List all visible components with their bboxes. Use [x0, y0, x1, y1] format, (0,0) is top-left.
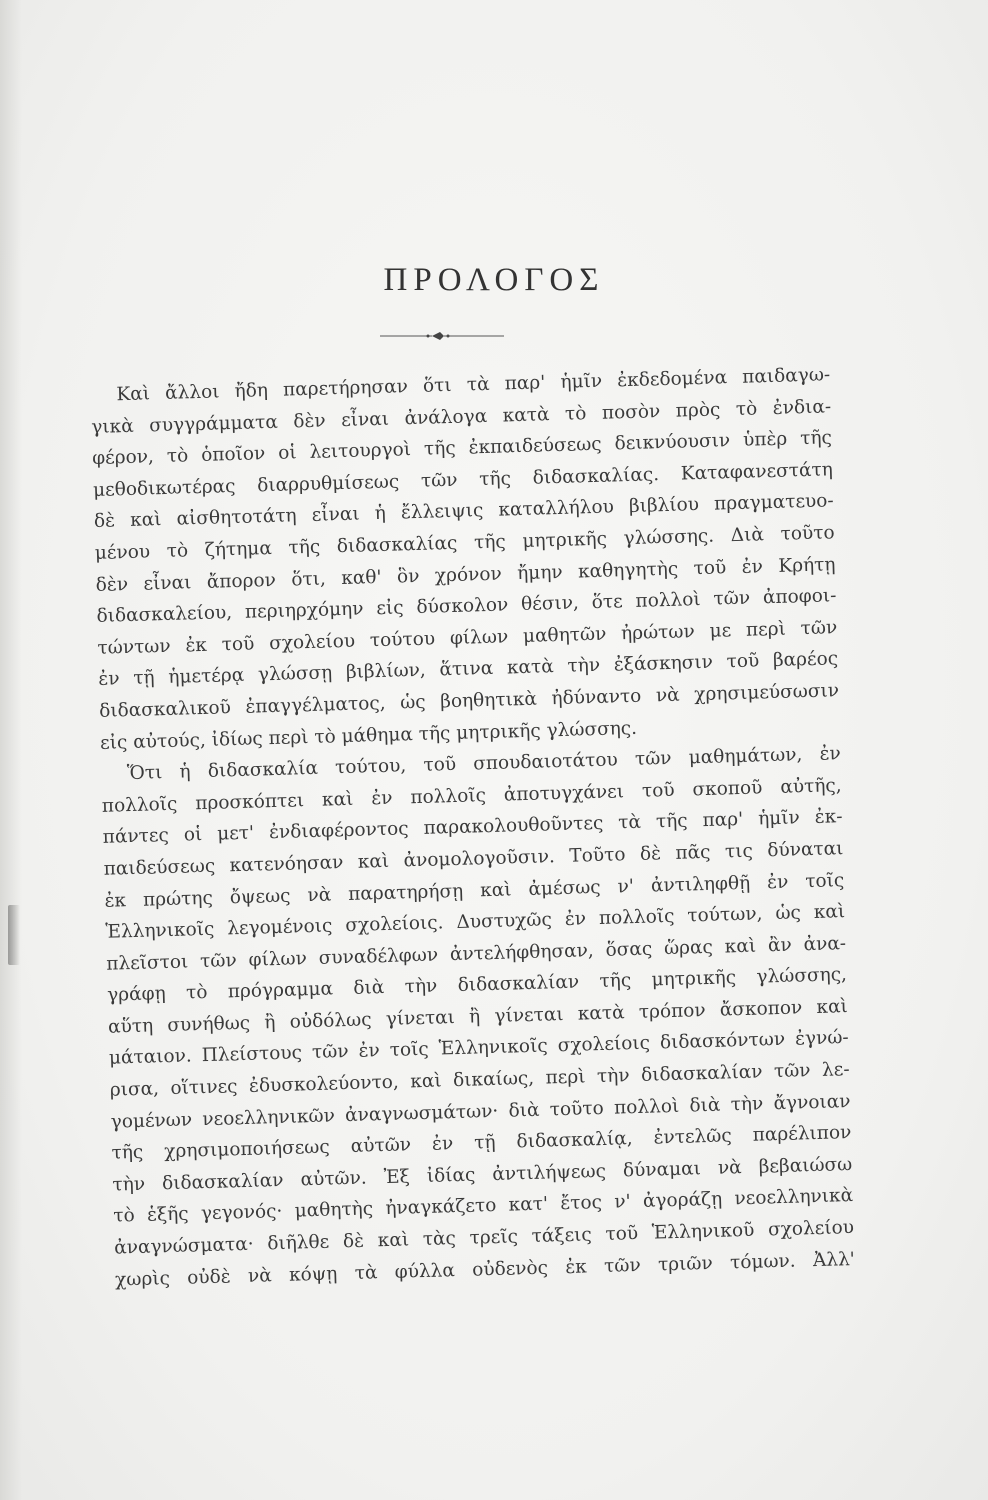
binding-mark [8, 905, 20, 965]
text-line: ρισα, οἵτινες ἐδυσκολεύοντο, καὶ δικαίως, περὶ τὴν διδασκαλίαν τῶν λε- [109, 1059, 850, 1101]
text-line: δὲν εἶναι ἄπορον ὅτι, καθ' ὃν χρόνον ἤμην καθηγητὴς τοῦ ἐν Κρήτῃ [95, 553, 836, 596]
text-line: αὕτη συνήθως ἢ οὐδόλως γίνεται ἢ γίνεται κατὰ τρόπον ἄσκοπον καὶ [107, 995, 849, 1038]
text-line: πλεῖστοι τῶν φίλων συναδέλφων ἀντελήφθησαν, ὅσας ὥρας καὶ ἂν ἀνα- [106, 932, 847, 975]
text-line: γομένων νεοελληνικῶν ἀναγνωσμάτων· διὰ τοῦτο πολλοὶ διὰ τὴν ἄγνοιαν [110, 1090, 851, 1133]
title-ornament-divider [380, 330, 504, 342]
text-line: πολλοῖς προσκόπτει καὶ ἐν πολλοῖς ἀποτυγχάνει τοῦ σκοποῦ αὐτῆς, [101, 774, 842, 817]
text-line: διδασκαλείου, περιηρχόμην εἰς δύσκολον θέσιν, ὅτε πολλοὶ τῶν ἀποφοι- [96, 585, 837, 628]
text-line: γικὰ συγγράμματα δὲν εἶναι ἀνάλογα κατὰ τὸ ποσὸν πρὸς τὸ ἐνδια- [91, 395, 832, 438]
paragraph-2 [101, 738, 856, 1296]
text-line: τὸ ἑξῆς γεγονός· μαθητὴς ἠναγκάζετο κατ' ἔτος ν' ἀγοράζῃ νεοελληνικὰ [113, 1185, 854, 1228]
text-line: τώντων ἐκ τοῦ σχολείου τούτου φίλων μαθητῶν ἠρώτων με περὶ τῶν [97, 616, 838, 659]
body-text [90, 359, 855, 1296]
text-line: Ὅτι ἡ διδασκαλία τούτου, τοῦ σπουδαιοτάτου τῶν μαθημάτων, ἐν [126, 743, 842, 785]
text-line: τῆς χρησιμοποιήσεως αὐτῶν ἐν τῇ διδασκαλίᾳ, ἐντελῶς παρέλιπον [111, 1122, 852, 1164]
text-line: χωρὶς οὐδὲ νὰ κόψῃ τὰ φύλλα οὐδενὸς ἐκ τῶν τριῶν τόμων. Ἀλλ' [114, 1248, 856, 1291]
text-line: ἀναγνώσματα· διῆλθε δὲ καὶ τὰς τρεῖς τάξεις τοῦ Ἑλληνικοῦ σχολείου [113, 1217, 855, 1259]
text-line: μάταιον. Πλείστους τῶν ἐν τοῖς Ἑλληνικοῖς σχολείοις διδασκόντων ἐγνώ- [108, 1027, 849, 1070]
text-line: φέρον, τὸ ὁποῖον οἱ λειτουργοὶ τῆς ἐκπαιδεύσεως δεικνύουσιν ὑπὲρ τῆς [91, 427, 833, 470]
text-line: Ἑλληνικοῖς λεγομένοις σχολείοις. Δυστυχῶς ἐν πολλοῖς τούτων, ὡς καὶ [105, 901, 846, 943]
text-line: δὲ καὶ αἰσθητοτάτη εἶναι ἡ ἔλλειψις καταλλήλου βιβλίου πραγματευο- [93, 490, 834, 533]
page-edge-shading [0, 0, 22, 1500]
text-line: τὴν διδασκαλίαν αὐτῶν. Ἐξ ἰδίας ἀντιλήψεως δύναμαι νὰ βεβαιώσω [112, 1153, 853, 1196]
page-title: ΠΡΟΛΟΓΟΣ [383, 262, 605, 298]
text-line: παιδεύσεως κατενόησαν καὶ ἀνομολογοῦσιν. Τοῦτο δὲ πᾶς τις δύναται [103, 838, 844, 880]
text-line: διδασκαλικοῦ ἐπαγγέλματος, ὡς βοηθητικὰ ἠδύναντο νὰ χρησιμεύσωσιν [98, 680, 840, 722]
text-line: ἐκ πρώτης ὄψεως νὰ παρατηρήσῃ καὶ ἀμέσως ν' ἀντιληφθῇ ἐν τοῖς [104, 869, 845, 912]
text-line: μένου τὸ ζήτημα τῆς διδασκαλίας τῆς μητρικῆς γλώσσης. Διὰ τοῦτο [94, 522, 835, 564]
text-line: Καὶ ἄλλοι ἤδη παρετήρησαν ὅτι τὰ παρ' ἡμῖν ἐκδεδομένα παιδαγω- [116, 364, 831, 406]
text-line: πάντες οἱ μετ' ἐνδιαφέροντος παρακολουθοῦντες τὰ τῆς παρ' ἡμῖν ἐκ- [102, 806, 843, 849]
text-line: ἐν τῇ ἡμετέρᾳ γλώσσῃ βιβλίων, ἅτινα κατὰ τὴν ἐξάσκησιν τοῦ βαρέος [98, 648, 839, 691]
text-line: γράφῃ τὸ πρόγραμμα διὰ τὴν διδασκαλίαν τῆς μητρικῆς γλώσσης, [106, 964, 848, 1007]
paragraph-1 [90, 359, 840, 759]
text-line: εἰς αὐτούς, ἰδίως περὶ τὸ μάθημα τῆς μητρικῆς γλώσσης. [99, 717, 638, 754]
text-line: μεθοδικωτέρας διαρρυθμίσεως τῶν τῆς διδασκαλίας. Καταφανεστάτη [92, 459, 834, 501]
